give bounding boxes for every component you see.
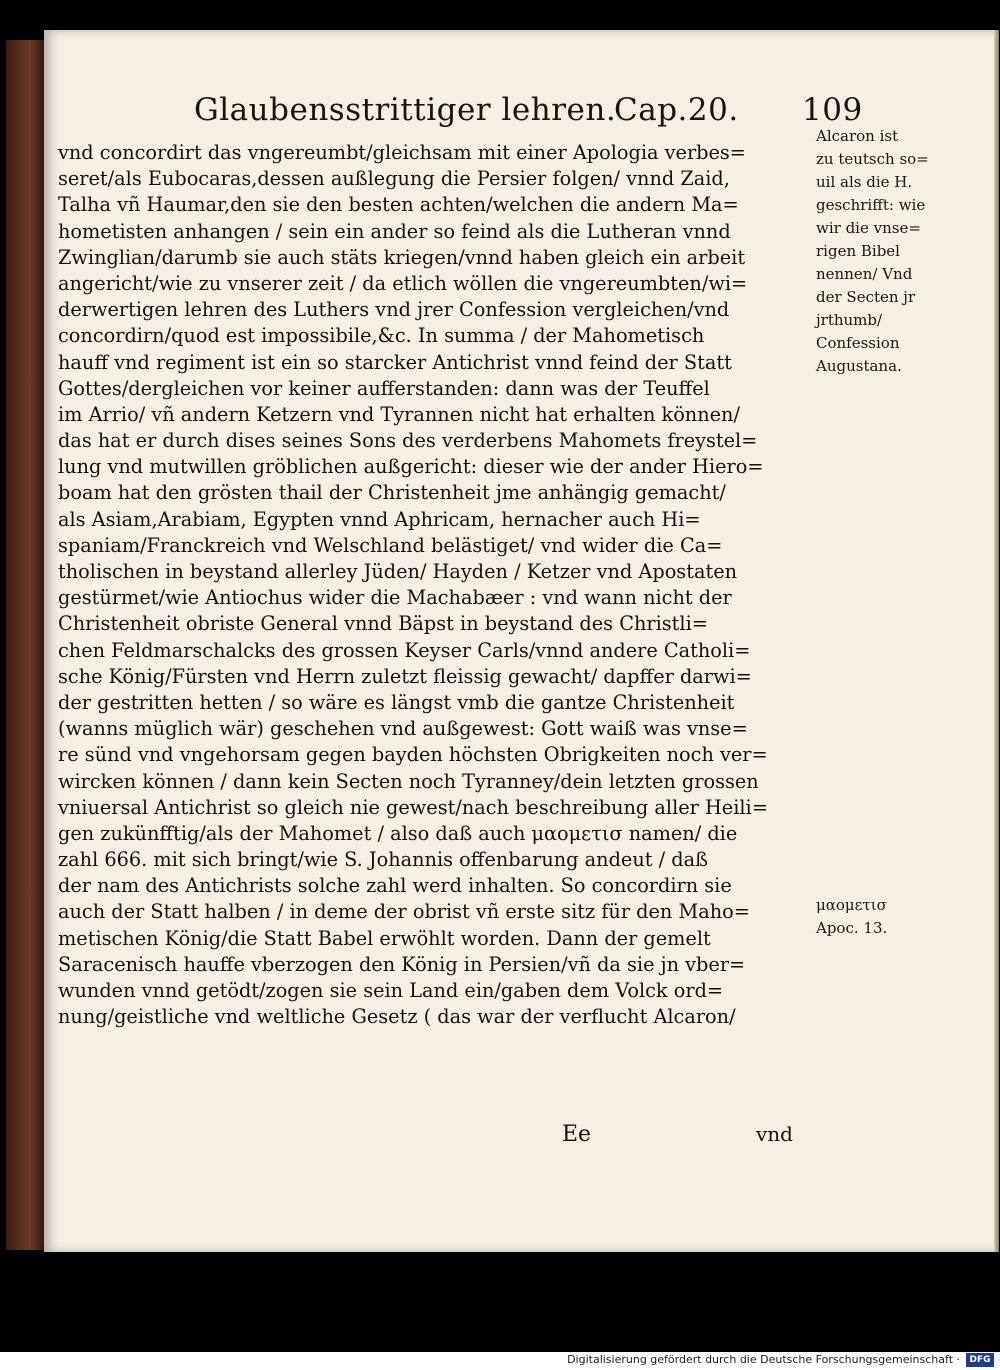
text-line: spaniam/Franckreich vnd Welschland belästiget/ vnd wider die Ca= — [58, 533, 723, 557]
text-line: hometisten anhangen / sein ein ander so feind als die Lutheran vnnd — [58, 219, 731, 243]
text-line: wunden vnnd getödt/zogen sie sein Land ein/gaben dem Volck ord= — [58, 979, 724, 1002]
book-spine-edge — [6, 40, 46, 1250]
text-line: gen zukünfftig/als der Mahomet / also daß auch μαομετισ namen/ die — [58, 821, 738, 845]
text-line: auch der Statt halben / in deme der obrist vñ erste sitz für den Maho= — [58, 900, 750, 924]
running-head — [194, 92, 864, 136]
text-line: als Asiam,Arabiam, Egypten vnnd Aphricam, hernacher auch Hi= — [58, 507, 701, 531]
text-line: tholischen in beystand allerley Jüden/ Hayden / Ketzer vnd Apostaten — [58, 560, 738, 583]
text-line: hauff vnd regiment ist ein so starcker Antichrist vnnd feind der Statt — [58, 350, 732, 374]
catchword: vnd — [756, 1122, 793, 1146]
text-line: Saracenisch hauffe vberzogen den König in Persien/vñ da sie jn vber= — [58, 952, 746, 976]
text-line: angericht/wie zu vnserer zeit / da etlich wöllen die vngereumbten/wi= — [58, 271, 748, 295]
text-line: wircken können / dann kein Secten noch Tyranney/dein letzten grossen — [58, 769, 759, 793]
marginal-line: rigen Bibel — [816, 242, 900, 260]
page-number: 109 — [802, 92, 863, 128]
text-line: Gottes/dergleichen vor keiner aufferstanden: dann was der Teuffel — [58, 376, 710, 400]
text-line: zahl 666. mit sich bringt/wie S. Johannis offenbarung andeut / daß — [58, 848, 708, 872]
text-line: nung/geistliche vnd weltliche Gesetz ( das war der verflucht Alcaron/ — [58, 1005, 736, 1029]
marginal-line: Alcaron ist — [816, 127, 899, 145]
dfg-logo: DFG — [966, 1353, 994, 1367]
text-line: im Arrio/ vñ andern Ketzern vnd Tyrannen nicht hat erhalten können/ — [58, 402, 740, 426]
text-line: Zwinglian/darumb sie auch stäts kriegen/vnnd haben gleich ein arbeit — [58, 245, 746, 269]
body-text — [58, 140, 818, 1030]
marginal-line: Augustana. — [816, 357, 902, 375]
marginal-line: jrthumb/ — [816, 311, 883, 329]
book-page — [44, 30, 999, 1252]
page-fore-edge — [994, 30, 999, 1252]
text-line: re sünd vnd vngehorsam gegen bayden höchsten Obrigkeiten noch ver= — [58, 743, 768, 767]
text-line: metischen König/die Statt Babel erwöhlt worden. Dann der gemelt — [58, 926, 711, 950]
text-line: derwertigen lehren des Luthers vnd jrer Confession vergleichen/vnd — [58, 298, 730, 322]
marginal-line: der Secten jr — [816, 288, 916, 306]
text-line: gestürmet/wie Antiochus wider die Machabæer : vnd wann nicht der — [58, 586, 732, 610]
text-line: der gestritten hetten / so wäre es längst vmb die gantze Christenheit — [58, 690, 735, 714]
text-line: seret/als Eubocaras,dessen außlegung die Persier folgen/ vnnd Zaid, — [58, 167, 730, 191]
text-line: chen Feldmarschalcks des grossen Keyser Carls/vnnd andere Catholi= — [58, 638, 751, 662]
text-line: concordirn/quod est impossibile,&c. In summa / der Mahometisch — [58, 324, 705, 348]
marginal-line: Confession — [816, 334, 900, 352]
marginal-line: μαομετισ — [816, 896, 887, 914]
signature-mark: Ee — [562, 1122, 592, 1147]
running-head-chapter: Cap.20. — [614, 92, 739, 128]
marginal-note-alcaron — [816, 125, 956, 378]
running-head-title: Glaubensstrittiger lehren. — [194, 92, 617, 128]
text-line: vniuersal Antichrist so gleich nie gewest/nach beschreibung aller Heili= — [58, 795, 768, 819]
text-line: Talha vñ Haumar,den sie den besten achten/welchen die andern Ma= — [58, 193, 739, 217]
marginal-line: uil als die H. — [816, 173, 913, 191]
text-line: das hat er durch dises seines Sons des verderbens Mahomets freystel= — [58, 429, 758, 453]
marginal-line: wir die vnse= — [816, 219, 921, 237]
marginal-line: Apoc. 13. — [816, 919, 888, 937]
text-line: Christenheit obriste General vnnd Bäpst in beystand des Christli= — [58, 612, 708, 636]
footer-credit: Digitalisierung gefördert durch die Deutsche Forschungsgemeinschaft · — [567, 1353, 960, 1366]
marginal-line: geschrifft: wie — [816, 196, 926, 214]
text-line: boam hat den grösten thail der Christenheit jme anhängig gemacht/ — [58, 481, 726, 505]
marginal-note-apocalypse — [816, 894, 956, 940]
text-line: (wanns müglich wär) geschehen vnd außgewest: Gott waiß was vnse= — [58, 717, 748, 741]
text-line: der nam des Antichrists solche zahl werd inhalten. So concordirn sie — [58, 874, 732, 898]
text-line: sche König/Fürsten vnd Herrn zuletzt fleissig gewacht/ dapffer darwi= — [58, 664, 752, 688]
text-line: lung vnd mutwillen gröblichen außgericht: dieser wie der ander Hiero= — [58, 455, 764, 479]
marginal-line: zu teutsch so= — [816, 150, 929, 168]
text-line: vnd concordirt das vngereumbt/gleichsam mit einer Apologia verbes= — [58, 141, 746, 164]
marginal-line: nennen/ Vnd — [816, 265, 913, 283]
